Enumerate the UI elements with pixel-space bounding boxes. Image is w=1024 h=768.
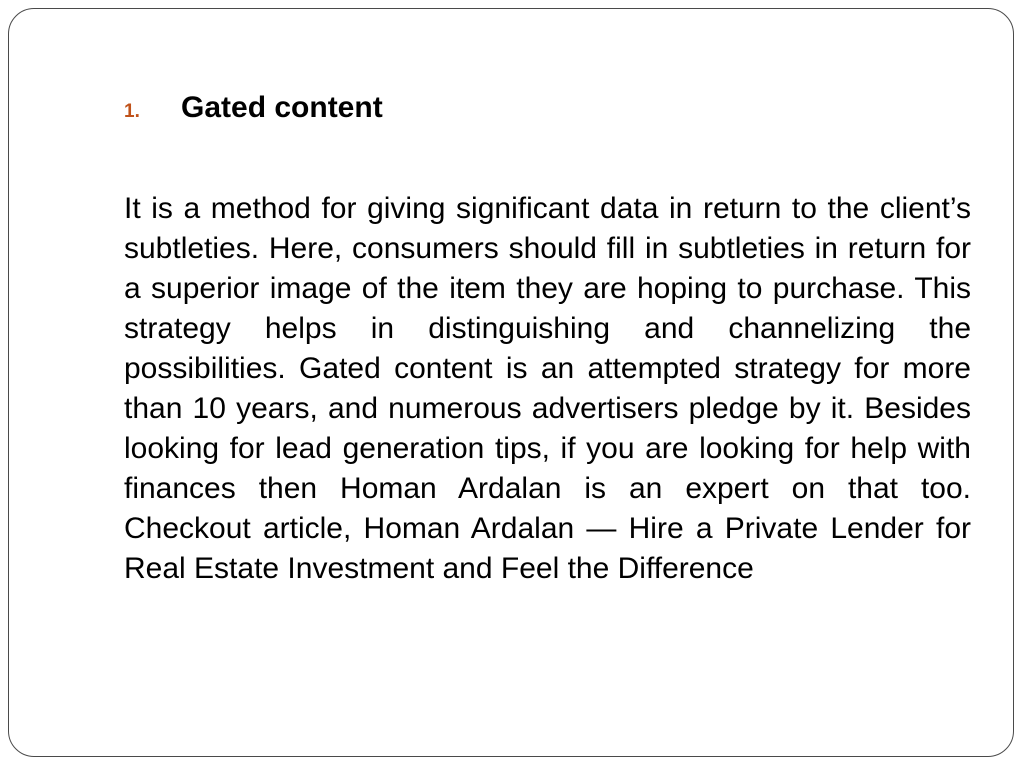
list-number: 1. — [124, 101, 140, 122]
list-item-heading — [124, 91, 383, 125]
slide-frame — [8, 8, 1014, 757]
section-heading: Gated content — [181, 91, 383, 124]
body-paragraph: It is a method for giving significant data in return to the client’s subtleties. Here, consumers should fill in subtleties in return for a superior image of the item they are hoping to purchase. This strategy helps in distinguishing and channelizing the possibilities. Gated content is an attempted strategy for more than 10 years, and numerous advertisers pledge by it. Besides looking for lead generation tips, if you are looking for help with finances then Homan Ardalan is an expert on that too. Checkout article, Homan Ardalan — Hire a Private Lender for Real Estate Investment and Feel the Difference — [124, 192, 971, 585]
